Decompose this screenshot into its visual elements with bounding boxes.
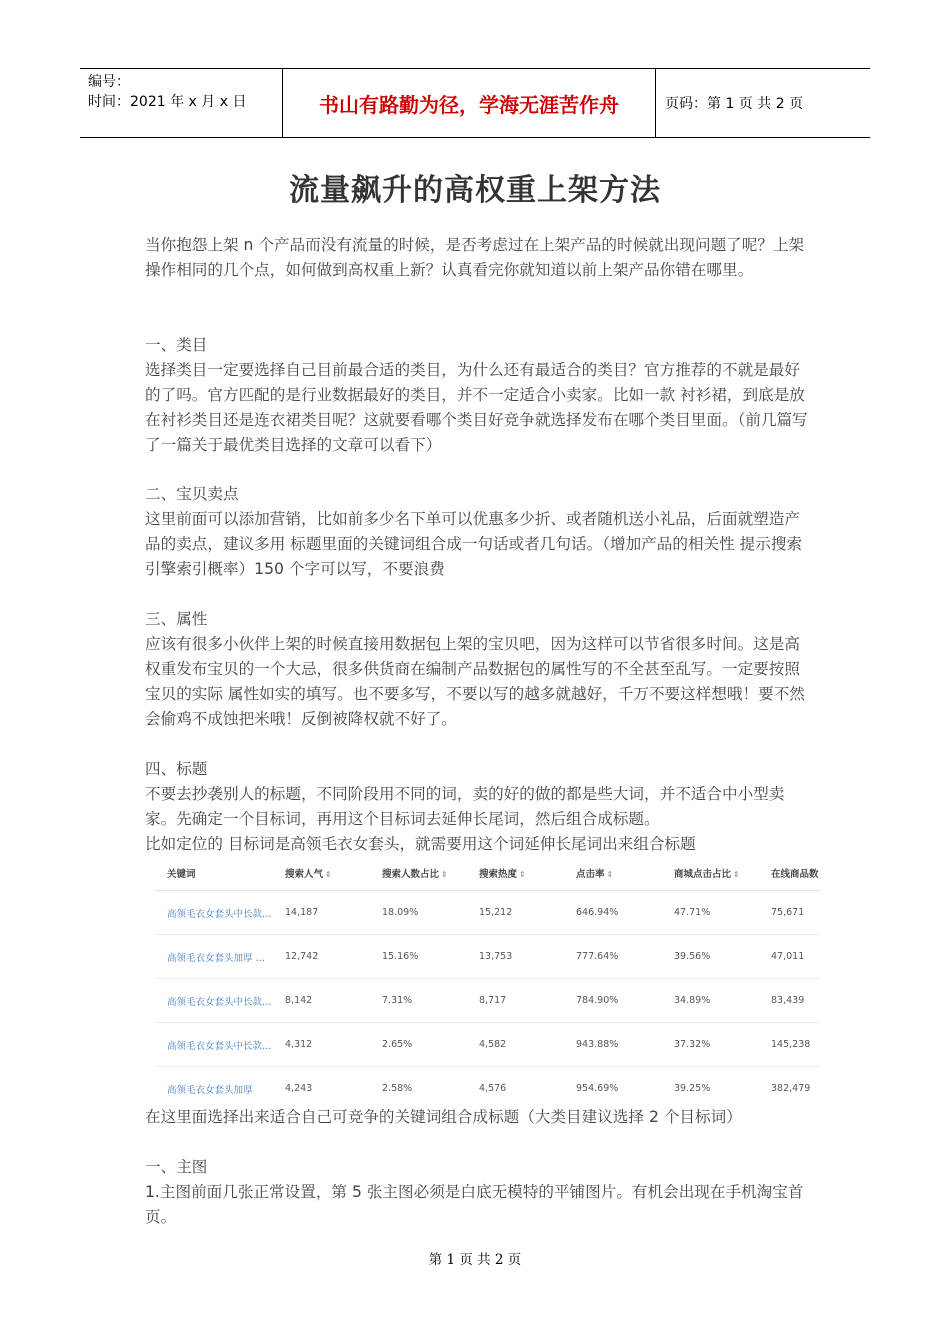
table-cell: 47.71% xyxy=(674,907,711,918)
table-cell: 382,479 xyxy=(771,1083,811,1094)
keyword-link[interactable]: 高领毛衣女套头加厚 … xyxy=(167,952,266,964)
column-header[interactable]: 搜索人气 ⇕ xyxy=(285,869,332,880)
table-row xyxy=(155,891,820,935)
intro-paragraph xyxy=(145,233,815,283)
section-text: 应该有很多小伙伴上架的时候直接用数据包上架的宝贝吧，因为这样可以节省很多时间。这是高权重发布宝贝的一个大忌，很多供货商在编制产品数据包的属性写的不全甚至乱写。一定要按照宝贝的实际 属性如实的填写。也不要多写，不要以写的越多就越好，千万不要这样想哦！要不然会偷鸡不成蚀把米哦！反倒被降权就不好了。 xyxy=(145,635,805,728)
sort-icon: ⇕ xyxy=(606,870,614,879)
table-cell: 954.69% xyxy=(576,1083,619,1094)
sort-icon: ⇕ xyxy=(325,870,332,879)
table-cell: 47,011 xyxy=(771,951,805,962)
column-header[interactable]: 搜索人数占比 ⇕ xyxy=(382,869,448,880)
keyword-link[interactable]: 高领毛衣女套头中长款… xyxy=(167,908,272,920)
table-cell: 39.25% xyxy=(674,1083,711,1094)
table-header-row xyxy=(155,856,820,891)
table-cell: 18.09% xyxy=(382,907,419,918)
table-cell: 37.32% xyxy=(674,1039,711,1050)
table-cell: 4,312 xyxy=(285,1039,313,1050)
table-cell: 13,753 xyxy=(479,951,513,962)
header-motto: 书山有路勤为径，学海无涯苦作舟 xyxy=(282,69,656,137)
table-row xyxy=(155,1067,820,1110)
table-cell: 4,243 xyxy=(285,1083,313,1094)
keyword-link[interactable]: 高领毛衣女套头中长款… xyxy=(167,1040,272,1052)
page-title: 流量飙升的高权重上架方法 xyxy=(289,173,661,208)
section-heading: 二、宝贝卖点 xyxy=(145,485,239,503)
keyword-table xyxy=(155,856,820,1096)
table-cell: 12,742 xyxy=(285,951,319,962)
keyword-link[interactable]: 高领毛衣女套头中长款… xyxy=(167,996,272,1008)
section-text: 不要去抄袭别人的标题，不同阶段用不同的词，卖的好的做的都是些大词，并不适合中小型卖家。先确定一个目标词，再用这个目标词去延伸长尾词，然后组合成标题。 xyxy=(145,785,785,828)
table-row xyxy=(155,1023,820,1067)
sort-icon: ⇕ xyxy=(733,870,740,879)
after-table-paragraph xyxy=(145,1105,815,1130)
table-cell: 15,212 xyxy=(479,907,513,918)
table-cell: 14,187 xyxy=(285,907,319,918)
table-cell: 7.31% xyxy=(382,995,413,1006)
header-page-number: 页码：第 1 页 共 2 页 xyxy=(665,96,804,112)
header-meta xyxy=(80,69,282,137)
column-header[interactable]: 商城点击占比 ⇕ xyxy=(674,869,740,880)
page-footer: 第 1 页 共 2 页 xyxy=(428,1252,522,1268)
column-header: 在线商品数 xyxy=(771,869,819,880)
section-selling-points xyxy=(145,482,815,582)
section-text: 选择类目一定要选择自己目前最合适的类目，为什么还有最适合的类目？官方推荐的不就是最好的了吗。官方匹配的是行业数据最好的类目，并不一定适合小卖家。比如一款 衬衫裙，到底是放在衬衫类目还是连衣裙类目呢？这就要看哪个类目好竞争就选择发布在哪个类目里面。（前几篇写了一篇关于最优类目选择的文章可以看下） xyxy=(145,361,808,454)
number-label: 编号： xyxy=(88,74,130,90)
table-cell: 4,582 xyxy=(479,1039,507,1050)
table-cell: 646.94% xyxy=(576,907,619,918)
table-cell: 2.58% xyxy=(382,1083,413,1094)
time-label: 时间：2021 年 x 月 x 日 xyxy=(88,94,247,110)
table-row xyxy=(155,935,820,979)
after-table-text: 在这里面选择出来适合自己可竞争的关键词组合成标题（大类目建议选择 2 个目标词） xyxy=(145,1108,742,1126)
document-header xyxy=(80,68,870,138)
section-heading: 一、主图 xyxy=(145,1158,208,1176)
section-heading: 四、标题 xyxy=(145,760,208,778)
table-cell: 2.65% xyxy=(382,1039,413,1050)
table-cell: 943.88% xyxy=(576,1039,619,1050)
section-text: 这里前面可以添加营销，比如前多少名下单可以优惠多少折、或者随机送小礼品，后面就塑造产品的卖点，建议多用 标题里面的关键词组合成一句话或者几句话。（增加产品的相关性 提示搜索引擎索引概率）150 个字可以写，不要浪费 xyxy=(145,510,803,578)
section-category xyxy=(145,333,815,458)
column-header: 关键词 xyxy=(167,869,196,880)
table-cell: 8,717 xyxy=(479,995,507,1006)
table-cell: 4,576 xyxy=(479,1083,507,1094)
section-title xyxy=(145,757,815,857)
sort-icon: ⇕ xyxy=(519,870,526,879)
sort-icon: ⇕ xyxy=(441,870,448,879)
table-cell: 8,142 xyxy=(285,995,313,1006)
table-cell: 34.89% xyxy=(674,995,711,1006)
section-main-image xyxy=(145,1155,815,1230)
section-heading: 一、类目 xyxy=(145,336,208,354)
table-cell: 145,238 xyxy=(771,1039,811,1050)
keyword-link[interactable]: 高领毛衣女套头加厚 xyxy=(167,1084,253,1096)
section-text: 1.主图前面几张正常设置，第 5 张主图必须是白底无模特的平铺图片。有机会出现在手机淘宝首页。 xyxy=(145,1183,804,1226)
section-text-2: 比如定位的 目标词是高领毛衣女套头，就需要用这个词延伸长尾词出来组合标题 xyxy=(145,835,696,853)
section-attributes xyxy=(145,607,815,732)
intro-text: 当你抱怨上架 n 个产品而没有流量的时候，是否考虑过在上架产品的时候就出现问题了呢？上架操作相同的几个点，如何做到高权重上新？认真看完你就知道以前上架产品你错在哪里。 xyxy=(145,236,805,279)
table-cell: 75,671 xyxy=(771,907,805,918)
section-heading: 三、属性 xyxy=(145,610,208,628)
table-cell: 777.64% xyxy=(576,951,619,962)
table-cell: 15.16% xyxy=(382,951,419,962)
table-cell: 784.90% xyxy=(576,995,619,1006)
column-header[interactable]: 搜索热度 ⇕ xyxy=(479,869,526,880)
table-cell: 39.56% xyxy=(674,951,711,962)
table-row xyxy=(155,979,820,1023)
table-cell: 83,439 xyxy=(771,995,805,1006)
column-header[interactable]: 点击率 ⇕ xyxy=(576,869,614,880)
